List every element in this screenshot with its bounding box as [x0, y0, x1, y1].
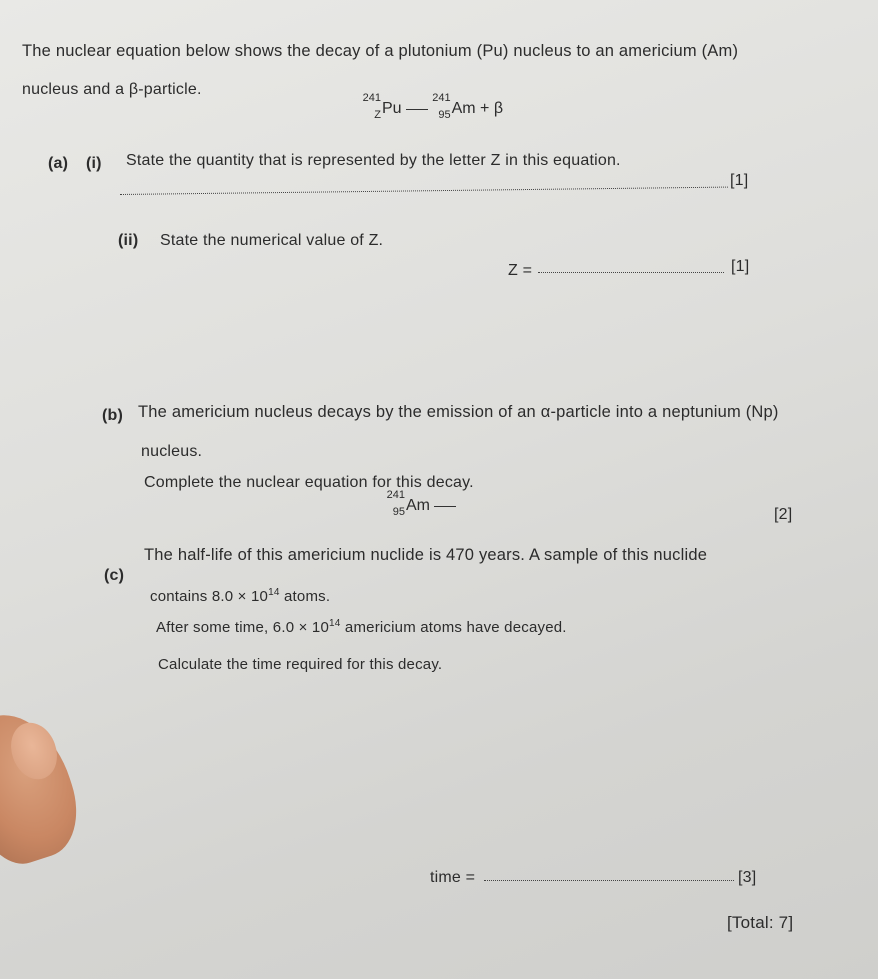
part-c-line-2 — [150, 587, 330, 605]
z-answer-label: Z = — [508, 262, 533, 279]
part-b-marks: [2] — [774, 506, 793, 523]
z-answer-line[interactable] — [538, 272, 724, 273]
am-atomic-number-b: 95 — [392, 506, 405, 518]
part-c-line-3 — [156, 618, 567, 636]
pu-symbol: Pu — [382, 100, 402, 118]
part-a-i-marks: [1] — [730, 172, 749, 189]
part-a-ii-question: State the numerical value of Z. — [160, 232, 384, 249]
part-b-label: (b) — [102, 407, 124, 424]
part-c-marks: [3] — [738, 869, 757, 886]
part-a-i-answer-line[interactable] — [120, 187, 728, 195]
part-a-label: (a) — [48, 155, 69, 172]
am-mass-number-b: 241 — [386, 489, 405, 501]
part-c-line-4: Calculate the time required for this decay. — [158, 656, 443, 673]
am-symbol-b: Am — [406, 497, 430, 515]
part-a-i-label: (i) — [86, 155, 102, 172]
beta-particle-term: + β — [480, 100, 504, 118]
initial-atom-count: $8.0 \times 10^{14}$ — [211, 587, 280, 605]
part-b-instruction: Complete the nuclear equation for this decay. — [144, 474, 474, 491]
part-b-text-line-1: The americium nucleus decays by the emission of an α-particle into a neptunium (Np) — [138, 403, 779, 421]
decay-equation-2 — [386, 489, 460, 518]
am-atomic-number: 95 — [438, 109, 451, 121]
am-symbol: Am — [451, 100, 476, 118]
pu-atomic-number: Z — [374, 109, 381, 121]
part-c-line-1: The half-life of this americium nuclide is 470 years. A sample of this nuclide — [144, 546, 708, 564]
decay-equation-1 — [362, 92, 504, 121]
pu-mass-number: 241 — [362, 92, 381, 104]
atoms-text: atoms. — [284, 588, 331, 605]
total-marks: [Total: 7] — [727, 913, 794, 932]
part-a-ii-marks: [1] — [731, 258, 750, 275]
contains-text: contains — [150, 588, 208, 605]
part-a-i-question: State the quantity that is represented by the letter Z in this equation. — [126, 152, 621, 169]
time-answer-line[interactable] — [484, 880, 734, 881]
decayed-text: americium atoms have decayed. — [344, 619, 567, 636]
after-some-time-text: After some time, — [156, 619, 269, 636]
intro-line-1: The nuclear equation below shows the decay of a plutonium (Pu) nucleus to an americium (Am) — [22, 42, 739, 60]
intro-line-2: nucleus and a β-particle. — [22, 81, 202, 98]
reaction-arrow — [406, 109, 428, 110]
am-mass-number: 241 — [432, 92, 451, 104]
reaction-arrow-b — [434, 506, 456, 507]
part-b-text-line-2: nucleus. — [141, 443, 203, 460]
time-answer-label: time = — [430, 869, 476, 886]
part-a-ii-label: (ii) — [118, 232, 139, 249]
decayed-atom-count: $6.0 \times 10^{14}$ — [272, 618, 341, 636]
part-c-label: (c) — [104, 567, 125, 584]
finger-photo-artifact — [0, 700, 91, 874]
